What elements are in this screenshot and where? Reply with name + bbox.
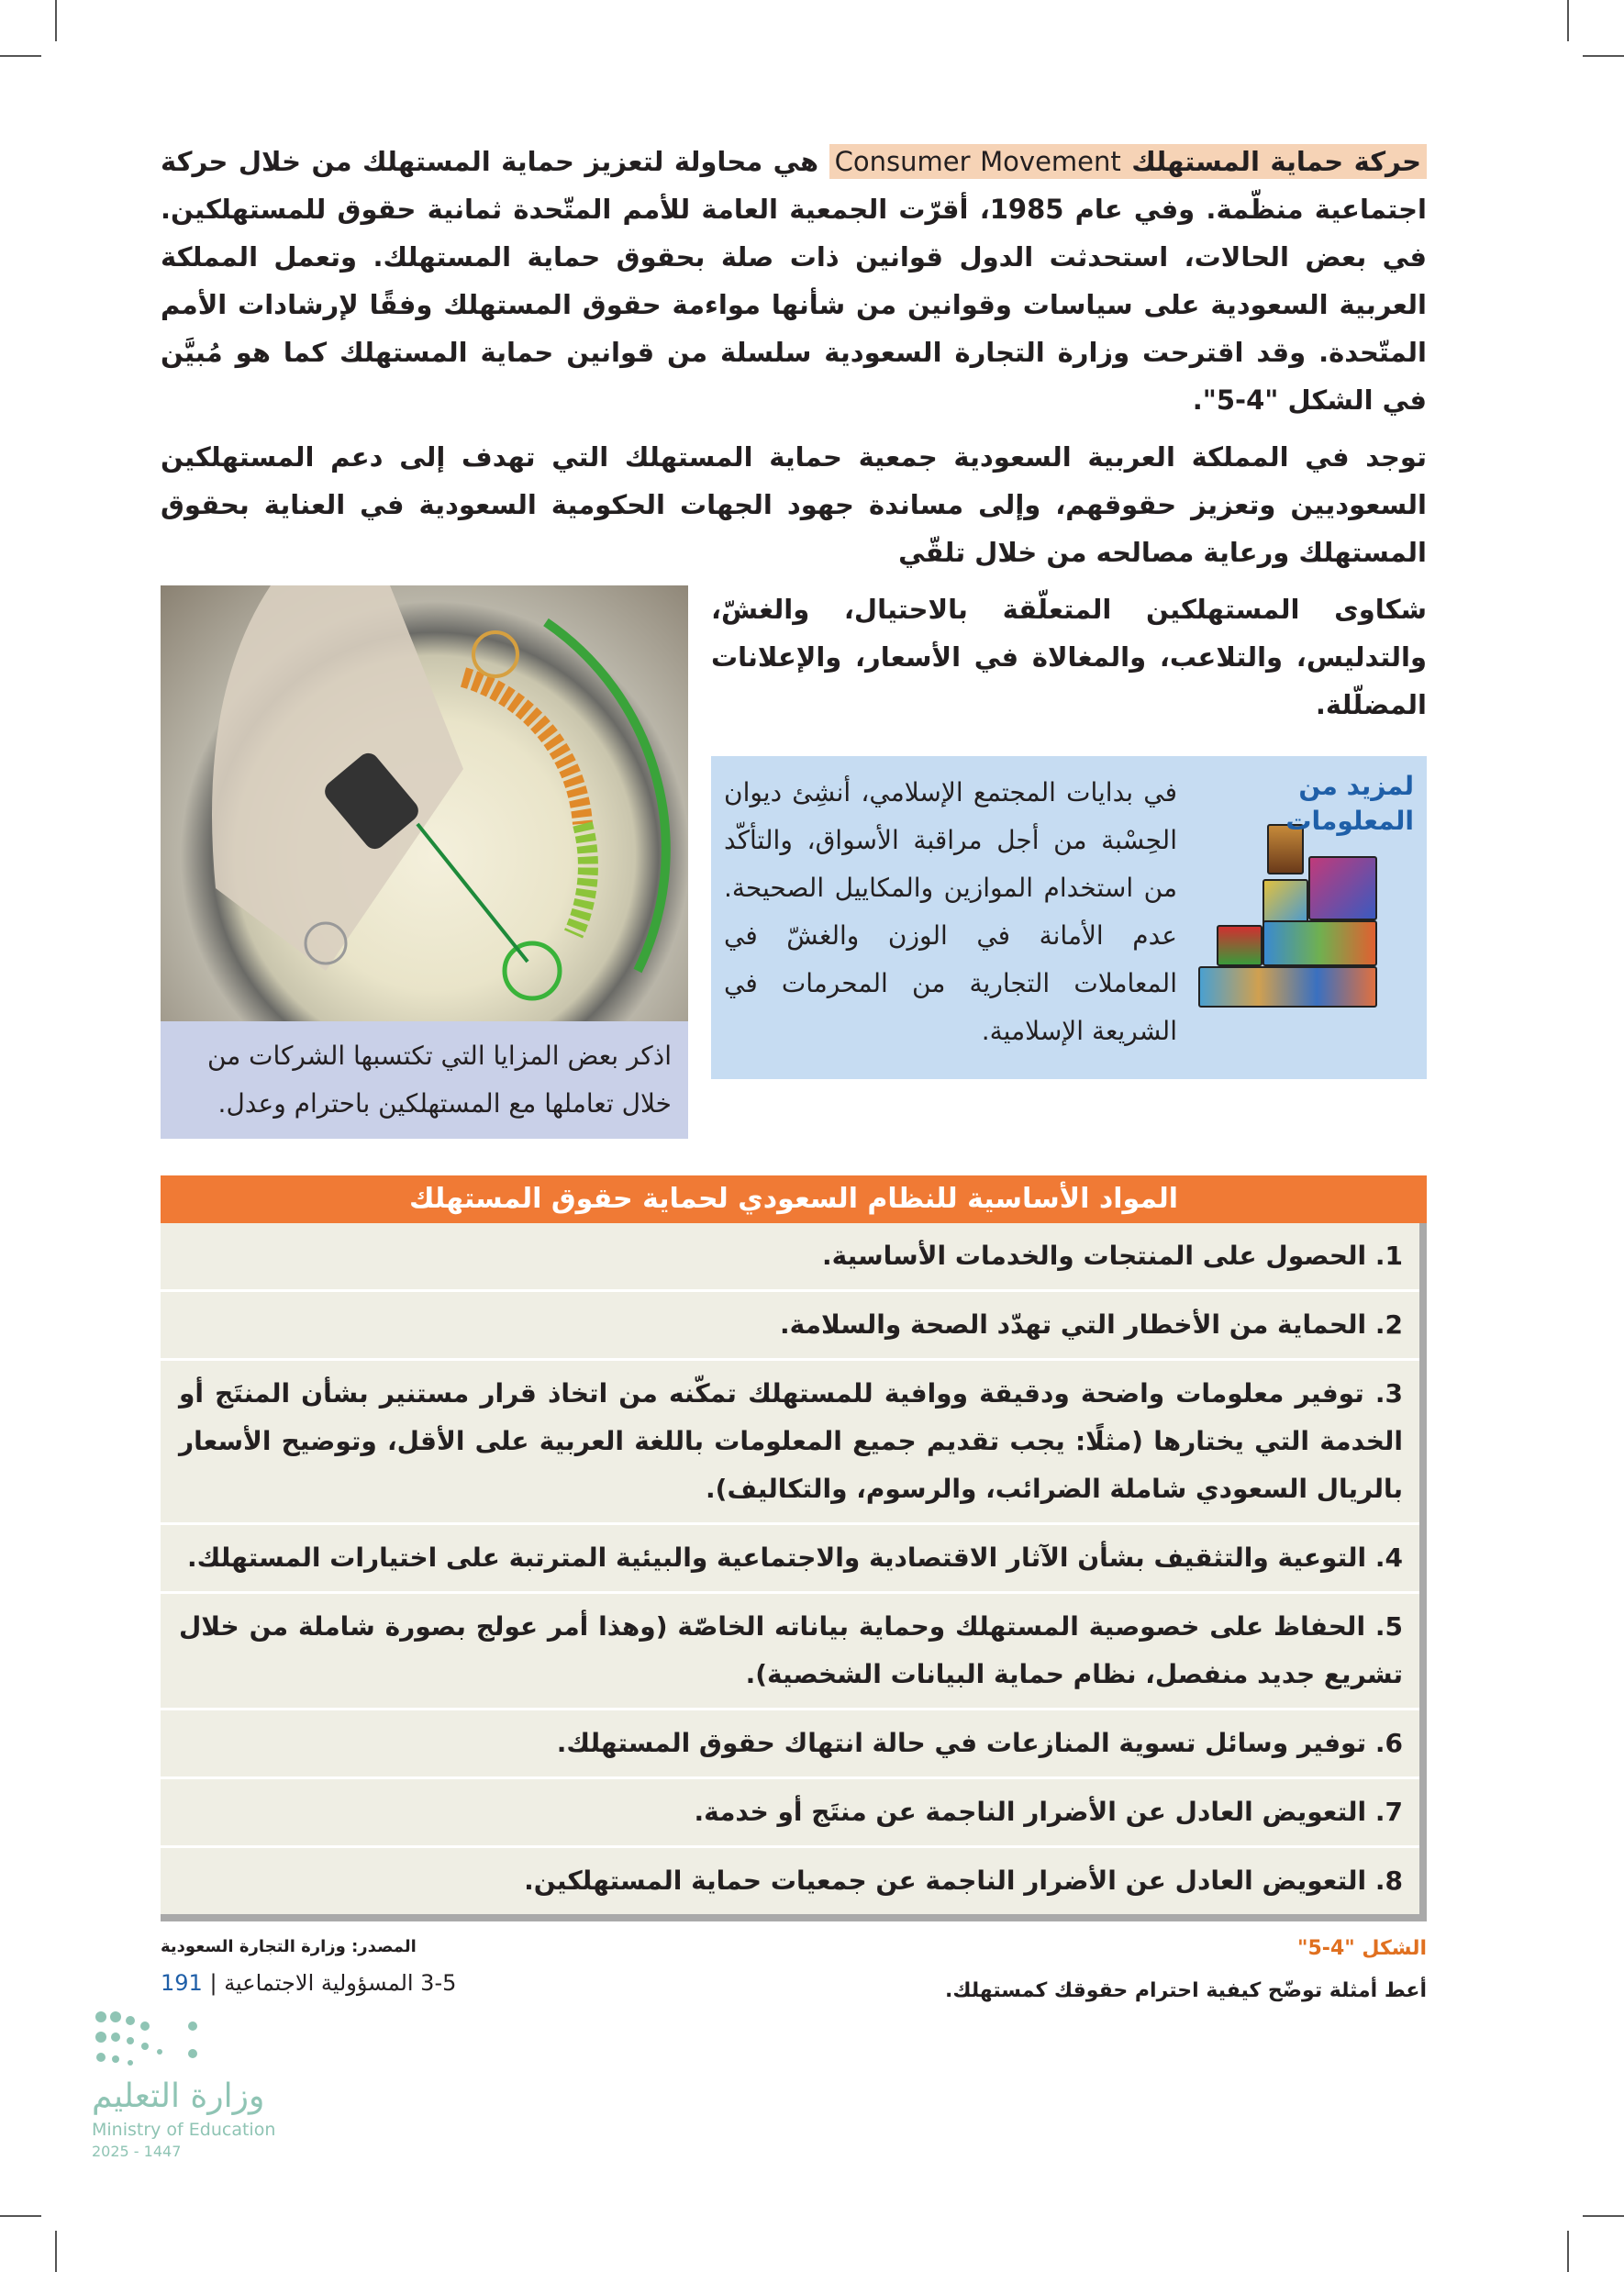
table-row: 6. توفير وسائل تسوية المنازعات في حالة انتهاك حقوق المستهلك.	[161, 1710, 1419, 1779]
logo-dots-icon	[92, 2008, 202, 2072]
intro-paragraph-2-cont: شكاوى المستهلكين المتعلّقة بالاحتيال، والغشّ، والتدليس، والتلاعب، والمغالاة في الأسعار، والإعلانات المضلّلة.	[711, 594, 1427, 720]
media-section	[161, 585, 1427, 1139]
logo-year: 2025 - 1447	[92, 2143, 182, 2160]
section-title: 3-5 المسؤولية الاجتماعية	[224, 1970, 457, 1996]
page-bottom	[92, 1934, 1427, 2162]
table-row: 3. توفير معلومات واضحة ودقيقة ووافية للمستهلك تمكّنه من اتخاذ قرار مستنير بشأن المنتَج أو الخدمة التي يختارها (مثلًا: يجب تقديم جميع المعلومات باللغة العربية على الأقل، وتوضيح الأسعار بالريال السعودي شاملة الضرائب، والرسوم، والتكاليف).	[161, 1361, 1419, 1525]
text-column	[711, 585, 1427, 1079]
table-row: 4. التوعية والتثقيف بشأن الآثار الاقتصادية والاجتماعية والبيئية المترتبة على اختيارات المستهلك.	[161, 1525, 1419, 1594]
consumer-rights-table	[161, 1175, 1427, 1921]
table-title: المواد الأساسية للنظام السعودي لحماية حقوق المستهلك	[161, 1175, 1427, 1223]
tv-wall-icon	[1194, 824, 1377, 1008]
table-row: 7. التعويض العادل عن الأضرار الناجمة عن منتَج أو خدمة.	[161, 1779, 1419, 1848]
table-body	[161, 1223, 1427, 1921]
more-info-box	[711, 756, 1427, 1079]
photo-question-text: اذكر بعض المزايا التي تكتسبها الشركات من خلال تعاملها مع المستهلكين باحترام وعدل.	[206, 1041, 672, 1119]
table-row: 8. التعويض العادل عن الأضرار الناجمة عن جمعيات حماية المستهلكين.	[161, 1848, 1419, 1914]
key-term-highlight	[829, 144, 1427, 179]
page-footer	[161, 1967, 674, 1999]
bottom-left	[92, 1934, 674, 2162]
satisfaction-gauge-photo	[161, 585, 688, 1021]
key-term-english: Consumer Movement	[834, 146, 1121, 177]
intro-paragraph-1	[161, 138, 1427, 424]
paragraph-text: هي محاولة لتعزيز حماية المستهلك من خلال حركة اجتماعية منظّمة. وفي عام 1985، أقرّت الجمعية العامة للأمم المتّحدة ثمانية حقوق للمستهلكين. في بعض الحالات، استحدثت الدول قوانين ذات صلة بحقوق حماية المستهلك. وتعمل المملكة العربية السعودية على سياسات وقوانين من شأنها مواءمة حقوق المستهلك وفقًا لإرشادات الأمم المتّحدة. وقد اقترحت وزارة التجارة السعودية سلسلة من قوانين حماية المستهلك كما هو مُبيَّن في الشكل "4-5".	[161, 146, 1427, 416]
gauge-illustration	[161, 585, 688, 1021]
figure-label: الشكل "4-5"	[1297, 1937, 1427, 1960]
bottom-right	[674, 1934, 1427, 2006]
info-box-title: لمزيد من المعلومات	[1285, 771, 1414, 836]
info-box-text: في بدايات المجتمع الإسلامي، أنشِئ ديوان الحِسْبة من أجل مراقبة الأسواق، والتأكّد من استخدام الموازين والمكاييل الصحيحة. عدم الأمانة في الوزن والغشّ في المعاملات التجارية من المحرمات في الشريعة الإسلامية.	[724, 777, 1177, 1046]
table-row: 1. الحصول على المنتجات والخدمات الأساسية.	[161, 1223, 1419, 1292]
logo-arabic: وزارة التعليم	[92, 2077, 265, 2115]
photo-column	[161, 585, 688, 1139]
task-prompt: أعط أمثلة توضّح كيفية احترام حقوقك كمستهلك.	[944, 1979, 1427, 2002]
source-note: المصدر: وزارة التجارة السعودية	[161, 1937, 417, 1956]
photo-question	[161, 1021, 688, 1139]
intro-paragraph-2: توجد في المملكة العربية السعودية جمعية حماية المستهلك التي تهدف إلى دعم المستهلكين السعوديين وتعزيز حقوقهم، وإلى مساندة جهود الجهات الحكومية السعودية في العناية بحقوق المستهلك ورعاية مصالحه من خلال تلقّي	[161, 441, 1427, 568]
footer-separator: |	[209, 1970, 217, 1996]
table-row: 5. الحفاظ على خصوصية المستهلك وحماية بياناته الخاصّة (وهذا أمر عولج بصورة شاملة من خلال تشريع جديد منفصل، نظام حماية البيانات الشخصية).	[161, 1594, 1419, 1710]
ministry-logo	[92, 2008, 330, 2162]
logo-english: Ministry of Education	[92, 2120, 276, 2140]
table-row: 2. الحماية من الأخطار التي تهدّد الصحة والسلامة.	[161, 1292, 1419, 1361]
info-box-header	[1194, 769, 1414, 1063]
page-number: 191	[161, 1970, 203, 1996]
key-term-arabic: حركة حماية المستهلك	[1131, 146, 1421, 177]
